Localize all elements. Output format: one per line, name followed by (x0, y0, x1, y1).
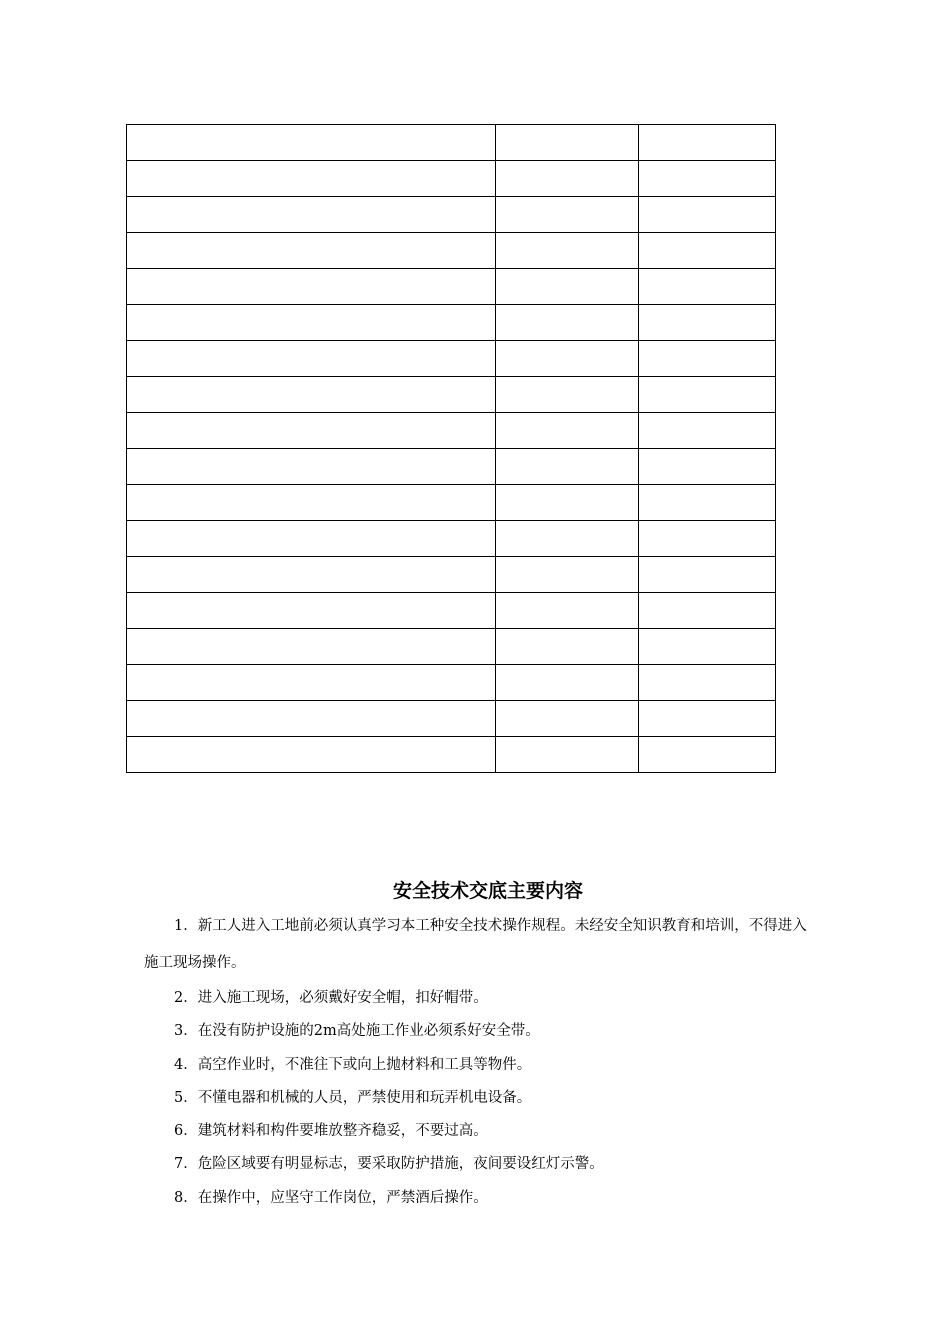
table-cell (127, 737, 496, 773)
table-cell (495, 413, 638, 449)
table-cell (495, 377, 638, 413)
table-cell (638, 269, 775, 305)
table-row (127, 629, 776, 665)
table-cell (638, 233, 775, 269)
table-row (127, 701, 776, 737)
table-cell (495, 305, 638, 341)
table-cell (495, 449, 638, 485)
table-cell (495, 521, 638, 557)
table-cell (638, 341, 775, 377)
table-cell (495, 341, 638, 377)
table-row (127, 161, 776, 197)
table-cell (638, 305, 775, 341)
table-cell (495, 737, 638, 773)
table-cell (638, 449, 775, 485)
table-row (127, 233, 776, 269)
table-cell (638, 737, 775, 773)
table-cell (638, 701, 775, 737)
table-row (127, 305, 776, 341)
table-cell (127, 125, 496, 161)
table-cell (127, 449, 496, 485)
table-cell (127, 233, 496, 269)
table-cell (495, 593, 638, 629)
table-row (127, 125, 776, 161)
table-row (127, 413, 776, 449)
notice-item-7: 7．危险区域要有明显标志，要采取防护措施，夜间要设红灯示警。 (174, 1156, 604, 1173)
table-cell (638, 413, 775, 449)
table-cell (127, 701, 496, 737)
table-cell (495, 701, 638, 737)
table-row (127, 557, 776, 593)
notice-item-6: 6．建筑材料和构件要堆放整齐稳妥，不要过高。 (174, 1123, 488, 1140)
signature-table-body (127, 125, 776, 773)
table-cell (638, 629, 775, 665)
table-cell (638, 665, 775, 701)
safety-notice (144, 874, 812, 1215)
table-cell (638, 377, 775, 413)
table-cell (127, 305, 496, 341)
notice-item-5: 5．不懂电器和机械的人员，严禁使用和玩弄机电设备。 (174, 1089, 532, 1106)
table-cell (495, 629, 638, 665)
signature-table (126, 124, 776, 773)
table-cell (638, 161, 775, 197)
table-cell (638, 197, 775, 233)
table-row (127, 197, 776, 233)
table-cell (638, 485, 775, 521)
table-cell (638, 125, 775, 161)
table-cell (638, 593, 775, 629)
table-cell (127, 485, 496, 521)
table-cell (495, 557, 638, 593)
table-cell (495, 485, 638, 521)
table-cell (127, 197, 496, 233)
table-cell (127, 341, 496, 377)
table-cell (127, 161, 496, 197)
table-cell (495, 665, 638, 701)
table-cell (127, 665, 496, 701)
table-cell (495, 197, 638, 233)
notice-item-3: 3．在没有防护设施的2m高处施工作业必须系好安全带。 (174, 1023, 540, 1040)
notice-item-2: 2．进入施工现场，必须戴好安全帽，扣好帽带。 (174, 990, 488, 1006)
table-cell (495, 125, 638, 161)
table-cell (127, 269, 496, 305)
table-cell (127, 521, 496, 557)
table-cell (495, 161, 638, 197)
section-title: 安全技术交底主要内容 (392, 880, 583, 902)
table-cell (127, 557, 496, 593)
table-row (127, 737, 776, 773)
table-cell (127, 377, 496, 413)
table-row (127, 341, 776, 377)
notice-item-4: 4．高空作业时，不准往下或向上抛材料和工具等物件。 (174, 1056, 532, 1073)
table-cell (127, 413, 496, 449)
table-cell (638, 521, 775, 557)
table-cell (495, 269, 638, 305)
table-cell (127, 593, 496, 629)
table-cell (127, 629, 496, 665)
table-row (127, 485, 776, 521)
table-cell (638, 557, 775, 593)
table-row (127, 377, 776, 413)
table-row (127, 269, 776, 305)
notice-item-1: 1．新工人进入工地前必须认真学习本工种安全技术操作规程。未经安全知识教育和培训，不得进入施工现场操作。 (144, 918, 807, 971)
table-row (127, 521, 776, 557)
table-row (127, 665, 776, 701)
table-row (127, 593, 776, 629)
table-cell (495, 233, 638, 269)
table-row (127, 449, 776, 485)
notice-item-8: 8．在操作中，应坚守工作岗位，严禁酒后操作。 (174, 1189, 488, 1206)
